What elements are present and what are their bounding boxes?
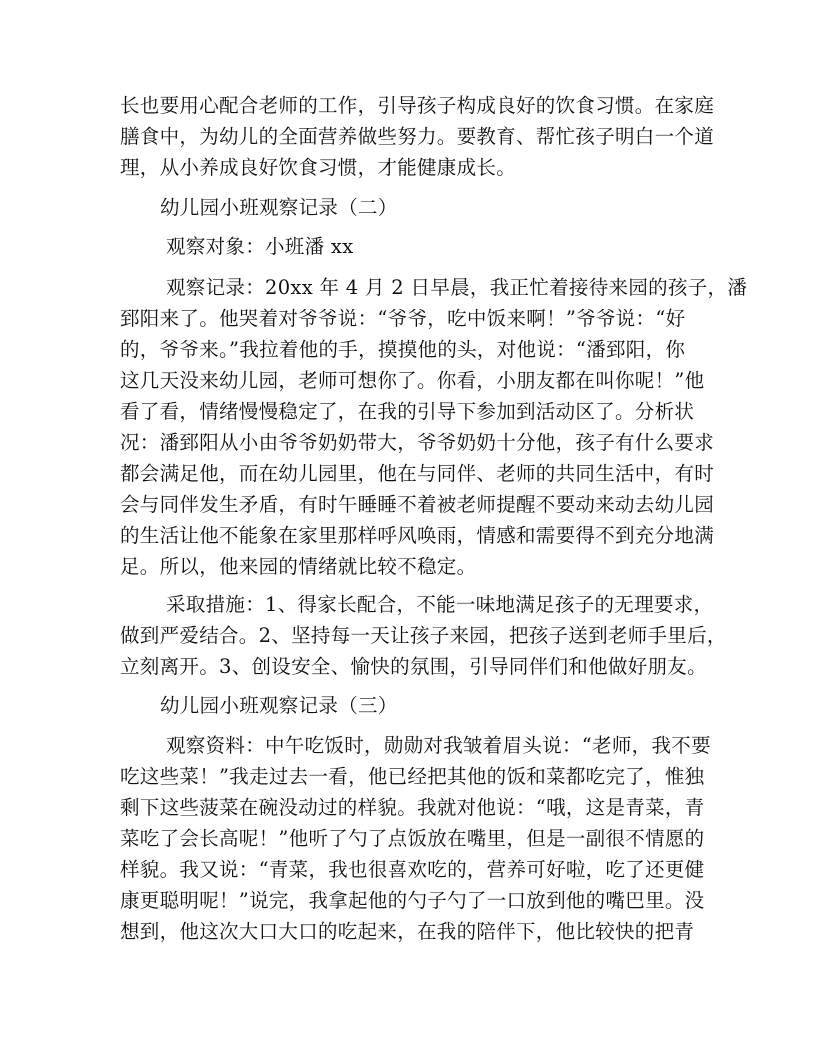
paragraph-line: 会与同伴发生矛盾，有时午睡睡不着被老师提醒不要动来动去幼儿园 — [120, 493, 715, 516]
paragraph-line: 样貌。我又说：“青菜，我也很喜欢吃的，营养可好啦，吃了还更健 — [120, 858, 705, 881]
paragraph-line: 采取措施：1、得家长配合，不能一味地满足孩子的无理要求， — [166, 593, 714, 616]
paragraph-line: 做到严爱结合。2、坚持每一天让孩子来园，把孩子送到老师手里后， — [120, 624, 727, 647]
paragraph-line: 观察记录：20xx 年 4 月 2 日早晨，我正忙着接待来园的孩子，潘 — [166, 276, 748, 299]
paragraph-line: 膳食中，为幼儿的全面营养做些努力。要教育、帮忙孩子明白一个道 — [120, 125, 715, 148]
paragraph-line: 郅阳来了。他哭着对爷爷说：“爷爷，吃中饭来啊！”爷爷说：“好 — [120, 307, 686, 330]
paragraph-line: 长也要用心配合老师的工作，引导孩子构成良好的饮食习惯。在家庭 — [120, 94, 715, 117]
paragraph-line: 观察资料：中午吃饭时，勋勋对我皱着眉头说：“老师，我不要 — [166, 734, 711, 757]
section-heading: 幼儿园小班观察记录（三） — [160, 694, 398, 717]
paragraph-line: 看了看，情绪慢慢稳定了，在我的引导下参加到活动区了。分析状 — [120, 400, 695, 423]
paragraph-line: 这几天没来幼儿园，老师可想你了。你看，小朋友都在叫你呢！”他 — [120, 369, 705, 392]
paragraph-line: 况：潘郅阳从小由爷爷奶奶带大，爷爷奶奶十分他，孩子有什么要求 — [120, 431, 715, 454]
observation-subject: 观察对象：小班潘 xx — [166, 235, 354, 258]
paragraph-line: 吃这些菜！”我走过去一看，他已经把其他的饭和菜都吃完了，惟独 — [120, 765, 705, 788]
paragraph-line: 的生活让他不能象在家里那样呼风唤雨，情感和需要得不到充分地满 — [120, 524, 715, 547]
paragraph-line: 剩下这些菠菜在碗没动过的样貌。我就对他说：“哦，这是青菜，青 — [120, 796, 705, 819]
paragraph-line: 菜吃了会长高呢！”他听了勺了点饭放在嘴里，但是一副很不情愿的 — [120, 827, 705, 850]
section-heading: 幼儿园小班观察记录（二） — [160, 196, 398, 219]
paragraph-line: 理，从小养成良好饮食习惯，才能健康成长。 — [120, 156, 517, 179]
paragraph-line: 都会满足他，而在幼儿园里，他在与同伴、老师的共同生活中，有时 — [120, 462, 715, 485]
paragraph-line: 的，爷爷来。”我拉着他的手，摸摸他的头，对他说：“潘郅阳，你 — [120, 338, 686, 361]
paragraph-line: 想到，他这次大口大口的吃起来，在我的陪伴下，他比较快的把青 — [120, 920, 695, 943]
paragraph-line: 足。所以，他来园的情绪就比较不稳定。 — [120, 555, 477, 578]
paragraph-line: 立刻离开。3、创设安全、愉快的氛围，引导同伴们和他做好朋友。 — [120, 655, 707, 678]
paragraph-line: 康更聪明呢！”说完，我拿起他的勺子勺了一口放到他的嘴巴里。没 — [120, 889, 705, 912]
